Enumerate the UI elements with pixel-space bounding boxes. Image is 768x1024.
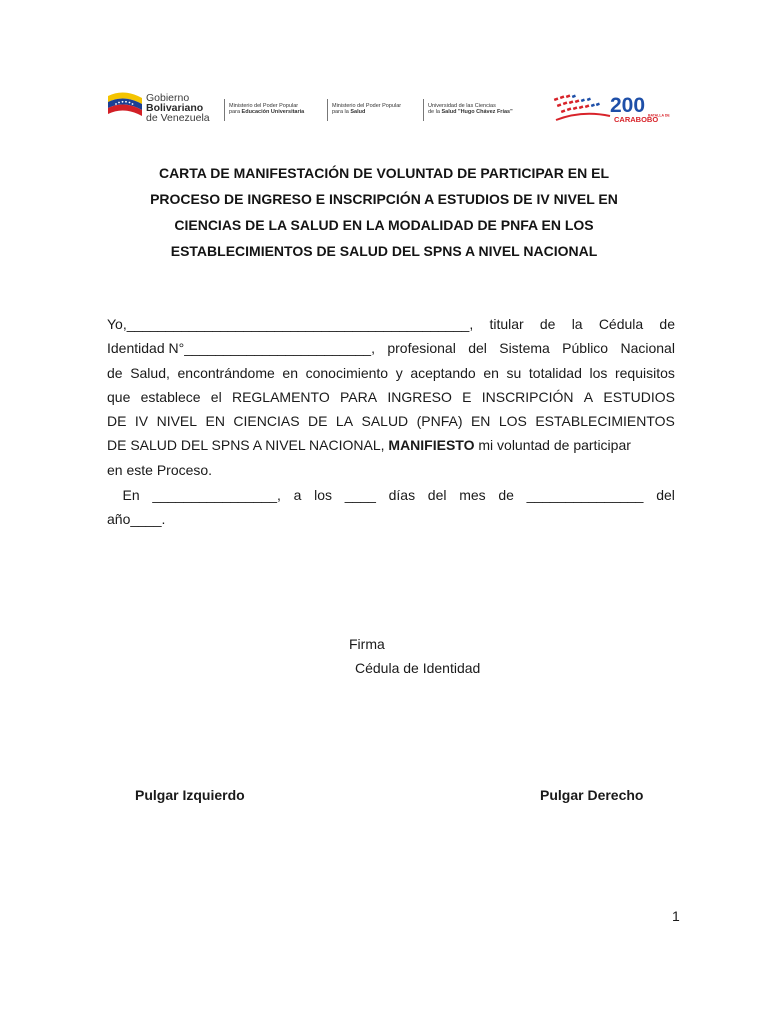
header-divider (423, 99, 424, 121)
gobierno-line2: Bolivariano (146, 102, 204, 114)
paragraph-line: Identidad N°________________________, profesional del Sistema Público Nacional (107, 340, 675, 357)
manifiesto-emphasis: MANIFIESTO (388, 437, 475, 454)
gobierno-logo-text (146, 93, 210, 123)
title-line: CARTA DE MANIFESTACIÓN DE VOLUNTAD DE PARTICIPAR EN EL (158, 165, 610, 181)
paragraph-line: de Salud, encontrándome en conocimiento y aceptando en su totalidad los requisitos (107, 364, 675, 381)
logo-200-subtitle: CARABOBO (614, 115, 659, 124)
date-paragraph (107, 483, 675, 532)
logo-200-tagline: BATALLA DE (648, 113, 670, 118)
left-thumb-label: Pulgar Izquierdo (135, 787, 245, 803)
gobierno-line1: Gobierno (146, 92, 190, 104)
ministry-education-text: Ministerio del Poder Popular para Educación Universitaria (229, 103, 305, 116)
university-text: Universidad de las Ciencias de la Salud "Hugo Chávez Frías" (428, 103, 513, 116)
title-line: ESTABLECIMIENTOS DE SALUD DEL SPNS A NIVEL NACIONAL (170, 243, 598, 259)
header-divider (327, 99, 328, 121)
venezuela-flag-icon (106, 90, 144, 118)
document-title (100, 160, 668, 264)
document-header (0, 0, 768, 140)
paragraph-line: que establece el REGLAMENTO PARA INGRESO E INSCRIPCIÓN A ESTUDIOS (107, 388, 675, 405)
ministry-health-text: Ministerio del Poder Popular para la Salud (332, 103, 402, 116)
paragraph-line: En ________________, a los ____ días del mes de _______________ del (107, 487, 675, 503)
header-divider (224, 99, 225, 121)
signature-label: Firma (349, 636, 385, 652)
bicentenario-carabobo-logo (552, 92, 678, 124)
title-line: CIENCIAS DE LA SALUD EN LA MODALIDAD DE PNFA EN LOS (174, 217, 594, 233)
id-card-label: Cédula de Identidad (355, 660, 481, 676)
page-number: 1 (672, 908, 680, 924)
logo-200-number: 200 (610, 94, 646, 117)
paragraph-line: DE IV NIVEL EN CIENCIAS DE LA SALUD (PNFA) EN LOS ESTABLECIMIENTOS (107, 413, 675, 430)
paragraph-line: año____. (107, 511, 166, 528)
paragraph-line: en este Proceso. (107, 461, 213, 478)
paragraph-line: DE SALUD DEL SPNS A NIVEL NACIONAL, MANIFIESTO mi voluntad de participar (107, 433, 675, 457)
declaration-paragraph (107, 312, 675, 482)
gobierno-line3: de Venezuela (146, 112, 210, 124)
paragraph-line: Yo,____________________________________________, titular de la Cédula de (107, 316, 675, 332)
title-line: PROCESO DE INGRESO E INSCRIPCIÓN A ESTUDIOS DE IV NIVEL EN (150, 191, 618, 207)
right-thumb-label: Pulgar Derecho (540, 787, 644, 803)
